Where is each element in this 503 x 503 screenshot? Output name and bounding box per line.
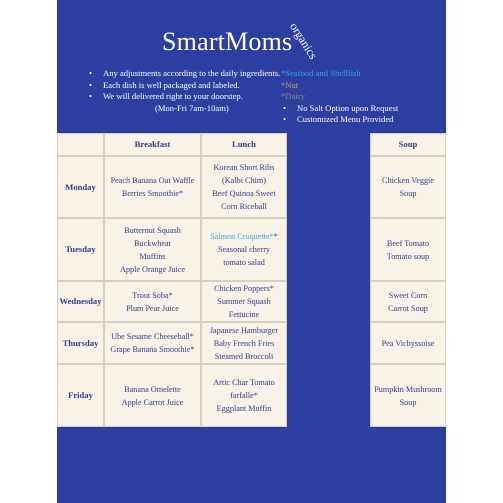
note-delivery: • We will delivered right to your doorstep. [87,91,287,103]
dish-line: Apple Orange Juice [119,264,186,274]
soup-cell [370,322,446,364]
dish-line: Chicken Veggie [382,176,434,185]
seafood-dish: Salmon Croquette* [210,232,274,241]
soup-cell [370,364,446,427]
dish-line: Sweet Corn [388,290,428,300]
dish-line: Seasonal cherry [217,245,271,254]
dish-line: Japanese Hamburger [209,325,279,335]
dish-line: Artic Char Tomato [213,378,275,387]
dish-line: Trout Soba* [132,290,173,300]
soup-cell [370,218,446,281]
dish-line: Beef Quinoa Sweet [212,189,276,198]
dish-line: Eggplant Muffin [216,404,272,413]
breakfast-cell [104,364,201,427]
dish-line: Grape Banana Smoothie* [110,345,195,354]
legend-seafood: *Seafood and Shellfish [281,68,361,78]
dish-line: farfalle* [230,391,258,400]
dish-line: Muffins [139,251,166,261]
dish-line: Beef Tomato [386,238,430,248]
dish-line: Apple Carrot Juice [121,397,184,407]
note-adjustments: • Any adjustments according to the daily ingredients. [87,68,287,80]
lunch-cell [201,364,287,427]
note-packaging: • Each dish is well packaged and labeled. [87,80,287,92]
info-notes [87,68,287,114]
header-breakfast: Breakfast [104,133,201,156]
dish-line-seafood [210,230,278,243]
dish-line: Chicken Poppers* [214,284,274,293]
dish-line: Steamed Broccoli [214,351,274,361]
dish-line: Ube Sesame Cheeseball* [111,332,194,341]
dish-line: Berries Smoothie* [121,189,184,198]
dish-line: Baby French Fries [213,338,275,348]
lunch-cell [201,156,287,218]
breakfast-cell [104,281,201,322]
dish-line: Corn Riceball [221,202,267,211]
note-no-salt: • No Salt Option upon Request [281,103,446,115]
dish-line: Korean Short Ribs [213,163,275,172]
breakfast-cell [104,218,201,281]
dish-line: Fettucine [228,310,260,319]
allergen-legend [281,68,446,126]
legend-dairy: *Dairy [281,91,305,102]
soup-cell [370,281,446,322]
note-custom-menu: • Customized Menu Provided [281,114,446,126]
dish-line: tomato salad [223,258,265,267]
day-label: Monday [57,156,104,218]
menu-page [57,0,446,503]
lunch-cell [201,322,287,364]
dish-line: Soup [399,397,417,407]
dish-line: Carrot Soup [388,303,428,313]
dish-line: Pumpkin Mushroom [374,384,442,394]
dish-line: Butternut Squash Buckwheat [124,225,181,248]
lunch-cell [201,218,287,281]
dish-line: Pea Vichyssoise [381,338,435,348]
breakfast-cell [104,156,201,218]
lunch-cell [201,281,287,322]
dish-line: Banana Omelette [124,384,181,394]
breakfast-cell [104,322,201,364]
header-lunch: Lunch [201,133,287,156]
dish-line: (Kalbi Chim) [222,176,266,185]
day-label: Friday [57,364,104,427]
day-label: Wednesday [57,281,104,322]
note-delivery-hours: (Mon-Fri 7am-10am) [155,102,229,113]
day-label: Tuesday [57,218,104,281]
brand-title: SmartMoms [162,27,293,56]
day-label: Thursday [57,322,104,364]
dish-line: Tomato soup [386,251,430,261]
header-soup: Soup [370,133,446,156]
dish-line: Plum Pear Juice [126,303,179,313]
dish-line: Soup [399,189,417,198]
allergen-mark: * [273,232,278,241]
header-corner [57,133,104,156]
dish-line: Peach Banana Oat Waffle [110,176,195,185]
dish-line: Summer Squash [217,297,271,306]
legend-nut: *Nut [281,79,299,90]
soup-cell [370,156,446,218]
brand-tagline: organics [287,20,321,62]
